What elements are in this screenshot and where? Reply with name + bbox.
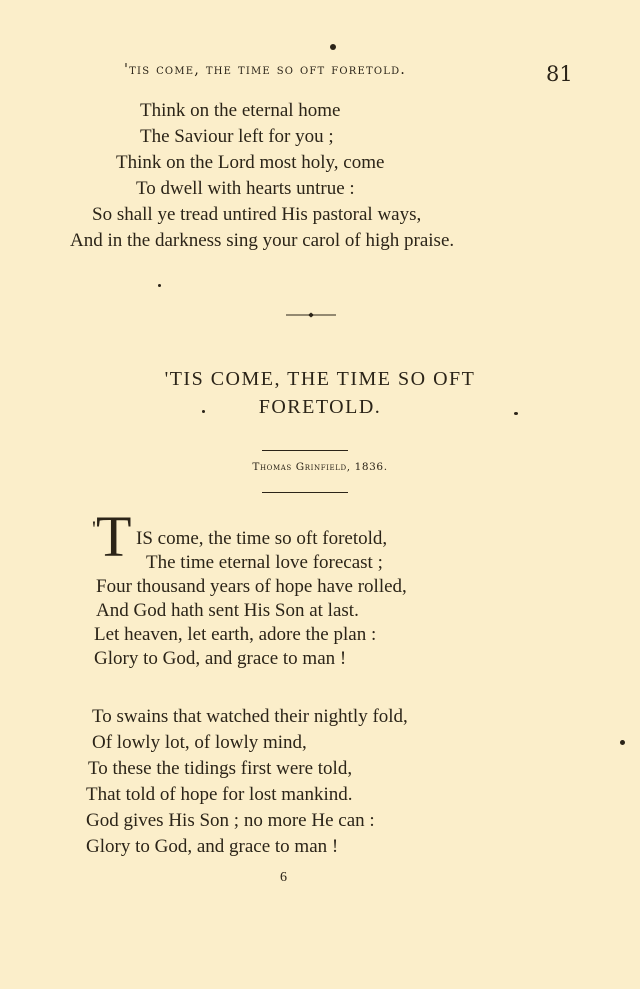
verse-line: Of lowly lot, of lowly mind,: [92, 732, 307, 753]
verse-line: The Saviour left for you ;: [140, 126, 334, 147]
verse-line: That told of hope for lost mankind.: [86, 784, 353, 805]
rule-top: [262, 450, 348, 451]
verse-line: Think on the Lord most holy, come: [116, 152, 385, 173]
ink-speck: [514, 412, 518, 415]
hymn-title: 'TIS COME, THE TIME SO OFT: [164, 368, 476, 390]
verse-line: To dwell with hearts untrue :: [136, 178, 355, 199]
verse-line: IS come, the time so oft foretold,: [136, 528, 388, 549]
verse-line: Think on the eternal home: [140, 100, 341, 121]
verse-line: God gives His Son ; no more He can :: [86, 810, 375, 831]
verse-line: And God hath sent His Son at last.: [96, 600, 359, 621]
verse-line: To these the tidings first were told,: [88, 758, 353, 779]
rule-bottom: [262, 492, 348, 493]
signature-mark: 6: [280, 870, 287, 885]
drop-cap-apostrophe: ': [92, 516, 96, 541]
verse-line: The time eternal love forecast ;: [146, 552, 383, 573]
hymn-title-continued: FORETOLD.: [258, 396, 382, 418]
drop-cap: T: [96, 504, 132, 569]
verse-line: Glory to God, and grace to man !: [94, 648, 347, 669]
section-ornament: [286, 309, 336, 321]
ink-speck: [202, 410, 205, 413]
running-header: 'tis come, the time so oft foretold.: [124, 62, 407, 78]
verse-line: Glory to God, and grace to man !: [86, 836, 339, 857]
hymn-author: Thomas Grinfield, 1836.: [252, 461, 388, 473]
ink-speck: [330, 44, 336, 50]
ink-speck: [158, 284, 161, 287]
page-number: 81: [546, 62, 573, 86]
verse-line: So shall ye tread untired His pastoral ways,: [92, 204, 422, 225]
verse-line: To swains that watched their nightly fold,: [92, 706, 408, 727]
ink-speck: [620, 740, 625, 745]
verse-line: Four thousand years of hope have rolled,: [96, 576, 407, 597]
verse-line: And in the darkness sing your carol of high praise.: [70, 230, 455, 251]
verse-line: Let heaven, let earth, adore the plan :: [94, 624, 377, 645]
